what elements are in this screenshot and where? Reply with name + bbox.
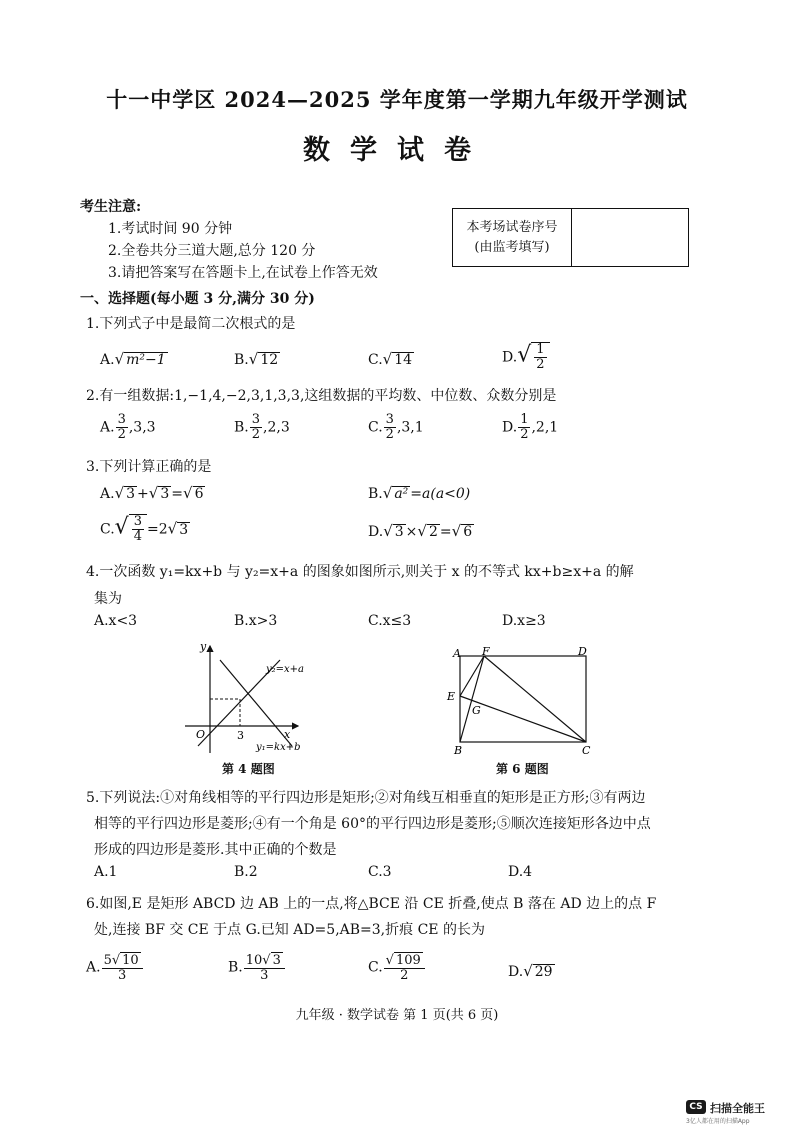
q6-option-a: A. $\frac{5√ 10}{3}$ [86,952,144,983]
seat-number-label: 本考场试卷序号 (由监考填写) [453,209,572,267]
q5-option-b: B.2 [234,864,258,880]
question-3-stem: 3.下列计算正确的是 [86,459,212,475]
fig6-label-f: F [482,645,490,658]
q1-option-a: A.√ m²−1 [100,350,166,368]
question-6-stem: 6.如图,E 是矩形 ABCD 边 AB 上的一点,将△BCE 沿 CE 折叠,使点 B 落在 AD 边上的点 F [86,896,657,912]
page-footer: 九年级 · 数学试卷 第 1 页(共 6 页) [295,1008,499,1023]
q4-option-a: A.x<3 [94,613,138,629]
q3-option-a: A.√ 3 +√ 3 =√ 6 [100,484,204,502]
fig6-label-d: D [578,645,587,658]
question-6-stem-cont: 处,连接 BF 交 CE 于点 G.已知 AD=5,AB=3,折痕 CE 的长为 [94,922,485,938]
rect-abcd [460,656,586,742]
q4-option-c: C.x≤3 [368,613,412,629]
question-5-stem-cont: 相等的平行四边形是菱形;④有一个角是 60°的平行四边形是菱形;⑤顺次连接矩形各边中点 [94,816,651,832]
segment-bf [460,656,484,742]
segment-ef [460,656,484,696]
segment-fc [484,656,586,742]
fig4-label-x: x [284,728,291,741]
q6-option-b: B. $\frac{10√ 3}{3}$ [228,952,286,983]
section-heading: 一、选择题(每小题 3 分,满分 30 分) [80,291,315,307]
fig6-label-g: G [472,704,481,717]
q3-option-c: C.√ $\frac{3}{4}$ =2√ 3 [100,514,189,544]
figure-4-graph [180,638,320,758]
figure-4-caption: 第 4 题图 [222,762,275,776]
camscanner-name: 扫描全能王 [710,1102,765,1115]
exam-subtitle: 数学试卷 [303,135,491,166]
q1-option-c: C.√ 14 [368,350,413,368]
q4-option-d: D.x≥3 [502,613,546,629]
fig6-label-a: A [453,647,461,660]
q3-option-d: D.√ 3 ×√ 2 =√ 6 [368,522,473,540]
fig4-label-3: 3 [237,729,244,742]
q2-option-d: D. $\frac{1}{2}$ ,2,1 [502,412,559,442]
q2-option-c: C. $\frac{3}{2}$ ,3,1 [368,412,424,442]
question-5-stem-cont: 形成的四边形是菱形.其中正确的个数是 [94,842,337,858]
fig4-label-y: y [200,640,207,653]
question-1-stem: 1.下列式子中是最简二次根式的是 [86,316,296,332]
q5-option-a: A.1 [94,864,118,880]
fig6-label-b: B [454,744,463,756]
camscanner-tagline: 3亿人都在用的扫描App [686,1118,750,1125]
fig4-label-y1: y₁=kx+b [256,742,301,753]
q2-option-a: A. $\frac{3}{2}$ ,3,3 [100,412,156,442]
fig6-label-c: C [582,744,591,756]
question-4-stem: 4.一次函数 y₁=kx+b 与 y₂=x+a 的图象如图所示,则关于 x 的不等式 kx+b≥x+a 的解 [86,564,634,580]
notice-heading: 考生注意: [80,199,142,215]
q6-option-d: D.√ 29 [508,962,553,980]
notice-item: 3.请把答案写在答题卡上,在试卷上作答无效 [108,265,378,281]
q4-option-b: B.x>3 [234,613,278,629]
question-4-stem-cont: 集为 [94,591,122,607]
segment-ec [460,696,586,742]
figure-6-rectangle [444,644,604,756]
exam-title: 十一中学区 2024—2025 学年度第一学期九年级开学测试 [106,87,688,112]
fig4-label-y2: y₂=x+a [266,664,305,675]
question-2-stem: 2.有一组数据:1,−1,4,−2,3,1,3,3,这组数据的平均数、中位数、众数分别是 [86,388,557,404]
notice-item: 2.全卷共分三道大题,总分 120 分 [108,243,316,259]
camscanner-logo-icon: CS [686,1100,706,1114]
q3-option-b: B.√ a² =a(a<0) [368,484,471,502]
q1-option-d: D.√ $\frac{1}{2}$ [502,342,550,372]
question-5-stem: 5.下列说法:①对角线相等的平行四边形是矩形;②对角线互相垂直的矩形是正方形;③有两边 [86,790,646,806]
q2-option-b: B. $\frac{3}{2}$ ,2,3 [234,412,290,442]
q6-option-c: C. $\frac{√ 109}{2}$ [368,952,426,983]
seat-number-box [452,208,689,267]
seat-number-field[interactable] [572,209,689,267]
q5-option-d: D.4 [508,864,533,880]
notice-item: 1.考试时间 90 分钟 [108,221,233,237]
figure-6-caption: 第 6 题图 [496,762,549,776]
fig6-label-e: E [447,690,456,703]
q1-option-b: B.√ 12 [234,350,279,368]
q5-option-c: C.3 [368,864,392,880]
fig4-label-origin: O [196,728,206,741]
